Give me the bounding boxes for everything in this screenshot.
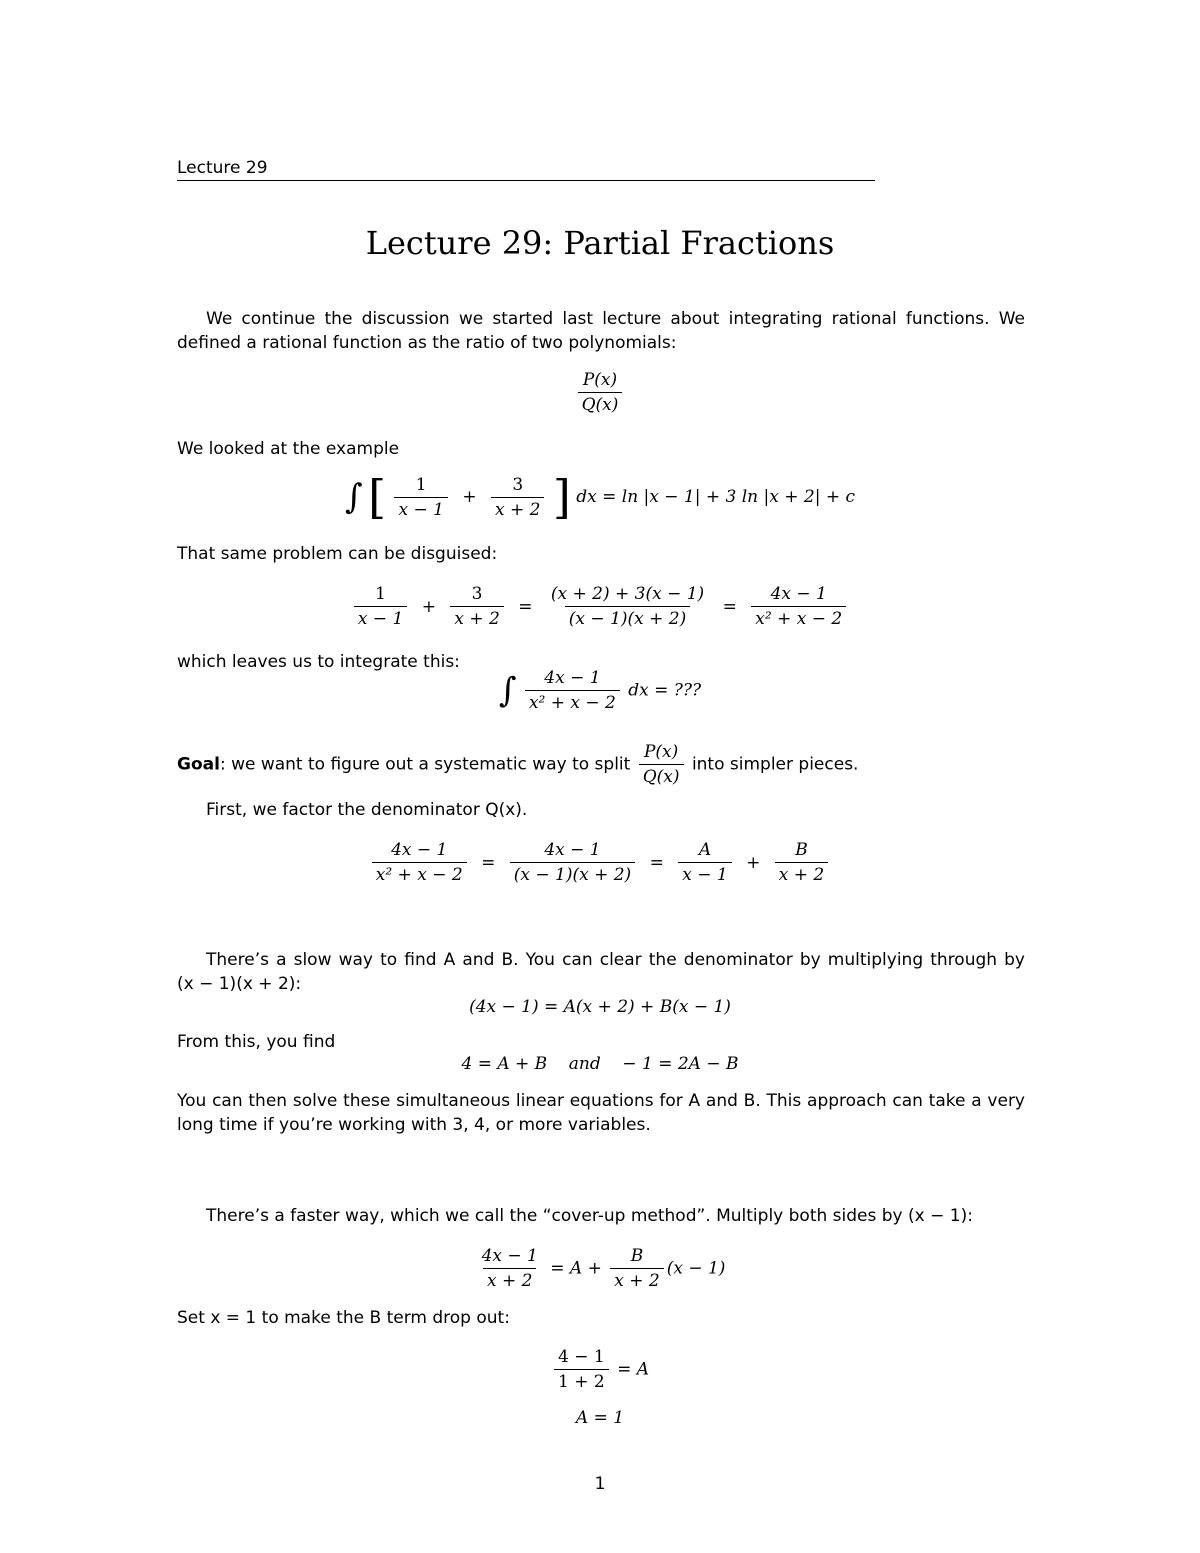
- example-label: We looked at the example: [177, 439, 400, 459]
- example-f1-num: 1: [415, 474, 427, 495]
- slow-line-1: There’s a slow way to find A and B. You can clear the denominator by multiplying through by: [206, 950, 1025, 970]
- factor-fraction-2: [510, 840, 635, 885]
- factor-f1-den: x² + x − 2: [372, 862, 467, 885]
- disguised-f4-num: 4x − 1: [770, 584, 827, 604]
- from-label: From this, you find: [177, 1032, 336, 1052]
- disguised-fraction-3: [547, 584, 708, 629]
- solve-line-2: long time if you’re working with 3, 4, or more variables.: [177, 1115, 651, 1135]
- goal-label: Goal: [177, 754, 220, 775]
- goal-num: P(x): [643, 742, 679, 762]
- goal-statement: [177, 742, 858, 787]
- coverup-tail: (x − 1): [666, 1258, 726, 1279]
- substitution-den: 1 + 2: [554, 1369, 609, 1392]
- factor-f1-num: 4x − 1: [391, 840, 448, 860]
- example-fraction-1: [394, 475, 447, 520]
- plus-sign: +: [421, 596, 436, 617]
- factor-fraction-3: [678, 840, 731, 885]
- goal-text-before: : we want to figure out a systematic way to split: [219, 754, 631, 775]
- fast-method-line: There’s a faster way, which we call the “cover-up method”. Multiply both sides by (x − 1):: [206, 1206, 973, 1226]
- example-equation: [0, 470, 1200, 524]
- example-f2-num: 3: [512, 474, 524, 495]
- rational-denominator: Q(x): [578, 392, 623, 415]
- integrate-den: x² + x − 2: [525, 690, 620, 713]
- factor-f4-num: B: [795, 840, 808, 860]
- equals-sign: =: [722, 596, 737, 617]
- factor-fraction-1: [372, 840, 467, 885]
- page-title: Lecture 29: Partial Fractions: [365, 224, 835, 262]
- factor-f3-den: x − 1: [678, 862, 731, 885]
- integrate-equation: [0, 668, 1200, 713]
- equals-sign: =: [649, 852, 664, 873]
- goal-fraction: [639, 742, 684, 787]
- rational-numerator: P(x): [582, 370, 618, 390]
- result-equation: A = 1: [575, 1408, 625, 1428]
- factor-equation: [0, 840, 1200, 885]
- example-f2-den: x + 2: [491, 497, 544, 520]
- factor-f3-num: A: [698, 840, 712, 860]
- coverup-fraction-2: [610, 1246, 663, 1291]
- disguised-f4-den: x² + x − 2: [751, 606, 846, 629]
- rational-fraction: [578, 370, 623, 415]
- factor-f2-num: 4x − 1: [544, 840, 601, 860]
- disguised-f3-num: (x + 2) + 3(x − 1): [550, 584, 705, 604]
- plus-sign: +: [462, 487, 477, 507]
- example-fraction-2: [491, 475, 544, 520]
- integrate-label: which leaves us to integrate this:: [177, 652, 460, 672]
- slow-line-2: (x − 1)(x + 2):: [177, 974, 302, 994]
- set-x-label: Set x = 1 to make the B term drop out:: [177, 1308, 510, 1328]
- example-f1-den: x − 1: [394, 497, 447, 520]
- disguised-equation: [0, 584, 1200, 629]
- disguised-fraction-1: [354, 584, 407, 629]
- equals-sign: =: [518, 596, 533, 617]
- coverup-f1-den: x + 2: [483, 1268, 536, 1291]
- rational-function-eq: [0, 370, 1200, 415]
- running-header: Lecture 29: [177, 158, 268, 178]
- integrate-rhs: dx = ???: [628, 680, 702, 701]
- disguised-fraction-4: [751, 584, 846, 629]
- coverup-f2-den: x + 2: [610, 1268, 663, 1291]
- substitution-num: 4 − 1: [557, 1347, 605, 1367]
- plus-sign: +: [746, 852, 761, 873]
- factor-f4-den: x + 2: [775, 862, 828, 885]
- coverup-fraction-1: [478, 1246, 542, 1291]
- intro-line-2: defined a rational function as the ratio of two polynomials:: [177, 333, 677, 353]
- goal-den: Q(x): [639, 764, 684, 787]
- coverup-f1-num: 4x − 1: [481, 1246, 538, 1266]
- disguised-f3-den: (x − 1)(x + 2): [565, 606, 690, 629]
- right-bracket: ]: [552, 470, 571, 524]
- disguised-fraction-2: [450, 584, 503, 629]
- disguised-f1-num: 1: [375, 584, 386, 604]
- integrate-fraction: [525, 668, 620, 713]
- coverup-f2-num: B: [630, 1246, 644, 1266]
- integral-sign: ∫: [498, 670, 517, 711]
- left-bracket: [: [368, 470, 387, 524]
- intro-line-1: We continue the discussion we started last lecture about integrating rational functions. We: [206, 309, 1025, 329]
- goal-text-after: into simpler pieces.: [691, 754, 859, 775]
- factor-fraction-4: [775, 840, 828, 885]
- header-rule: [177, 180, 875, 181]
- disguised-f2-den: x + 2: [450, 606, 503, 629]
- page-number: 1: [594, 1474, 606, 1494]
- factor-f2-den: (x − 1)(x + 2): [510, 862, 635, 885]
- solve-line-1: You can then solve these simultaneous linear equations for A and B. This approach can take a very: [177, 1091, 1025, 1111]
- substitution-rhs: = A: [617, 1359, 650, 1380]
- integrate-num: 4x − 1: [544, 668, 601, 688]
- equals-sign: =: [481, 852, 496, 873]
- coverup-equation: [0, 1246, 1200, 1291]
- disguised-f2-num: 3: [471, 584, 483, 604]
- slow-equation: (4x − 1) = A(x + 2) + B(x − 1): [469, 997, 731, 1017]
- simultaneous-equations: 4 = A + B and − 1 = 2A − B: [461, 1054, 739, 1074]
- substitution-fraction: [554, 1347, 609, 1392]
- disguised-f1-den: x − 1: [354, 606, 407, 629]
- factor-label: First, we factor the denominator Q(x).: [206, 800, 528, 820]
- disguised-label: That same problem can be disguised:: [177, 544, 498, 564]
- integral-sign: ∫: [344, 477, 363, 517]
- substitution-equation: [0, 1347, 1200, 1392]
- example-rhs: dx = ln |x − 1| + 3 ln |x + 2| + c: [576, 487, 855, 507]
- slow-method-paragraph: [177, 948, 1025, 996]
- coverup-mid: = A +: [550, 1258, 602, 1279]
- intro-paragraph: [177, 307, 1025, 355]
- solve-paragraph: [177, 1089, 1025, 1137]
